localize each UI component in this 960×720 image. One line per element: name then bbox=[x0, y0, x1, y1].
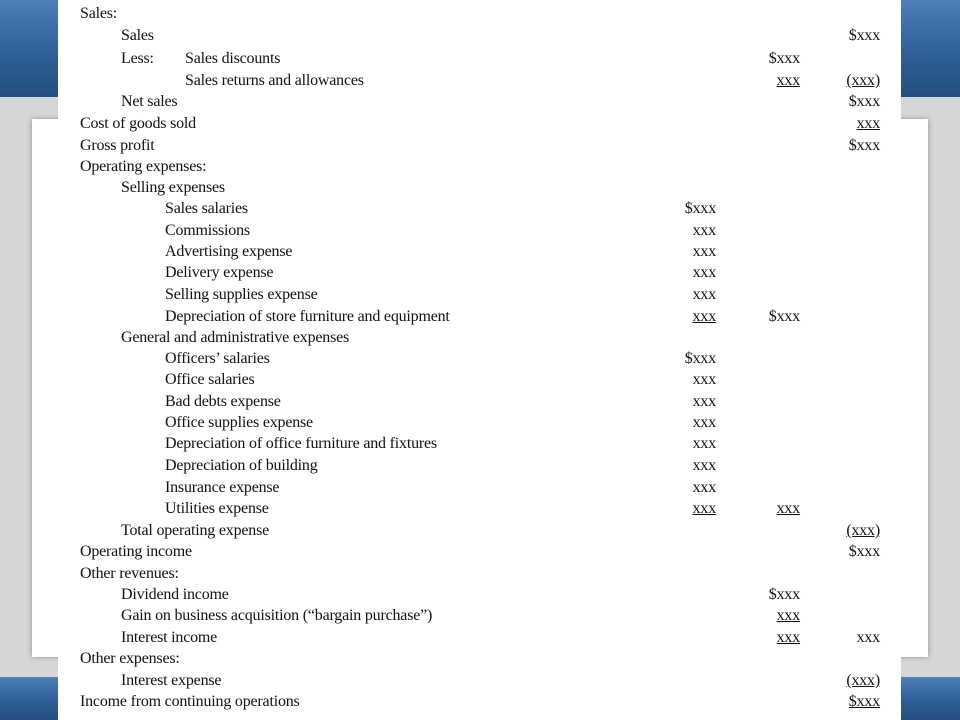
statement-row bbox=[58, 3, 901, 24]
statement-row bbox=[58, 306, 901, 327]
amount-c2: $xxx bbox=[768, 586, 800, 603]
statement-row bbox=[58, 584, 901, 605]
line-item-label: Less: bbox=[121, 50, 154, 67]
statement-row bbox=[58, 91, 901, 112]
line-item-label: Selling supplies expense bbox=[165, 286, 318, 303]
line-item-label: Officers’ salaries bbox=[165, 350, 270, 367]
line-item-label: Operating expenses: bbox=[80, 158, 207, 175]
statement-row bbox=[58, 627, 901, 648]
line-item-label: Selling expenses bbox=[121, 179, 225, 196]
statement-row bbox=[58, 220, 901, 241]
line-item-label: Sales salaries bbox=[165, 200, 248, 217]
statement-row bbox=[58, 391, 901, 412]
line-item-label: Income from continuing operations bbox=[80, 693, 300, 710]
line-item-label: Net sales bbox=[121, 93, 178, 110]
line-item-label: Utilities expense bbox=[165, 500, 269, 517]
amount-c3: xxx bbox=[856, 629, 880, 646]
line-item-label: General and administrative expenses bbox=[121, 329, 350, 346]
line-item-label: Advertising expense bbox=[165, 243, 293, 260]
line-item-label: Depreciation of store furniture and equipment bbox=[165, 308, 450, 325]
statement-row bbox=[58, 541, 901, 562]
amount-c1: $xxx bbox=[684, 350, 716, 367]
statement-row bbox=[58, 498, 901, 519]
amount-c3: (xxx) bbox=[846, 522, 880, 539]
statement-row bbox=[58, 433, 901, 454]
amount-c1: xxx bbox=[692, 457, 716, 474]
amount-c1: xxx bbox=[692, 479, 716, 496]
amount-c3: $xxx bbox=[848, 543, 880, 560]
statement-row bbox=[58, 135, 901, 156]
statement-row bbox=[58, 198, 901, 219]
amount-c3: $xxx bbox=[848, 93, 880, 110]
amount-c2: xxx bbox=[776, 72, 800, 89]
statement-row bbox=[58, 25, 901, 46]
statement-row bbox=[58, 241, 901, 262]
line-item-label: Operating income bbox=[80, 543, 192, 560]
line-item-label: Sales bbox=[121, 27, 154, 44]
line-item-label: Gross profit bbox=[80, 137, 155, 154]
line-item-label: Gain on business acquisition (“bargain purchase”) bbox=[121, 607, 433, 624]
statement-row bbox=[58, 113, 901, 134]
amount-c1: xxx bbox=[692, 222, 716, 239]
line-item-label: Delivery expense bbox=[165, 264, 274, 281]
line-item-label: Other expenses: bbox=[80, 650, 180, 667]
line-item-label: Insurance expense bbox=[165, 479, 280, 496]
line-item-label: Interest income bbox=[121, 629, 218, 646]
statement-row bbox=[58, 70, 901, 91]
amount-c1: xxx bbox=[692, 414, 716, 431]
amount-c1: xxx bbox=[692, 393, 716, 410]
line-item-label: Office salaries bbox=[165, 371, 255, 388]
line-item-label: Cost of goods sold bbox=[80, 115, 196, 132]
line-item-label: Commissions bbox=[165, 222, 250, 239]
statement-row bbox=[58, 455, 901, 476]
statement-row bbox=[58, 369, 901, 390]
line-item-label: Depreciation of building bbox=[165, 457, 318, 474]
line-item-label: Dividend income bbox=[121, 586, 229, 603]
line-item-label: Office supplies expense bbox=[165, 414, 313, 431]
statement-row bbox=[58, 262, 901, 283]
line-item-label: Total operating expense bbox=[121, 522, 270, 539]
amount-c2: $xxx bbox=[768, 308, 800, 325]
statement-row bbox=[58, 177, 901, 198]
amount-c1: xxx bbox=[692, 264, 716, 281]
line-item-label: Other revenues: bbox=[80, 565, 179, 582]
amount-c1: xxx bbox=[692, 435, 716, 452]
amount-c3: (xxx) bbox=[846, 72, 880, 89]
line-item-label: Sales: bbox=[80, 5, 118, 22]
line-item-sublabel: Sales returns and allowances bbox=[185, 72, 364, 89]
statement-row bbox=[58, 327, 901, 348]
statement-row bbox=[58, 520, 901, 541]
amount-c1: xxx bbox=[692, 500, 716, 517]
line-item-label: Bad debts expense bbox=[165, 393, 281, 410]
line-item-label: Interest expense bbox=[121, 672, 222, 689]
amount-c3: $xxx bbox=[848, 27, 880, 44]
amount-c1: xxx bbox=[692, 308, 716, 325]
statement-row bbox=[58, 156, 901, 177]
statement-row bbox=[58, 48, 901, 69]
amount-c3: $xxx bbox=[848, 693, 880, 710]
amount-c1: xxx bbox=[692, 286, 716, 303]
statement-row bbox=[58, 284, 901, 305]
line-item-sublabel: Sales discounts bbox=[185, 50, 281, 67]
amount-c1: xxx bbox=[692, 243, 716, 260]
amount-c2: xxx bbox=[776, 607, 800, 624]
amount-c2: xxx bbox=[776, 500, 800, 517]
amount-c2: xxx bbox=[776, 629, 800, 646]
amount-c3: (xxx) bbox=[846, 672, 880, 689]
line-item-label: Depreciation of office furniture and fixtures bbox=[165, 435, 437, 452]
amount-c3: xxx bbox=[856, 115, 880, 132]
statement-row bbox=[58, 605, 901, 626]
statement-row bbox=[58, 412, 901, 433]
amount-c2: $xxx bbox=[768, 50, 800, 67]
statement-row bbox=[58, 348, 901, 369]
statement-row bbox=[58, 691, 901, 712]
statement-row bbox=[58, 648, 901, 669]
amount-c1: xxx bbox=[692, 371, 716, 388]
income-statement bbox=[58, 0, 901, 720]
statement-row bbox=[58, 563, 901, 584]
amount-c1: $xxx bbox=[684, 200, 716, 217]
statement-row bbox=[58, 670, 901, 691]
statement-row bbox=[58, 477, 901, 498]
amount-c3: $xxx bbox=[848, 137, 880, 154]
